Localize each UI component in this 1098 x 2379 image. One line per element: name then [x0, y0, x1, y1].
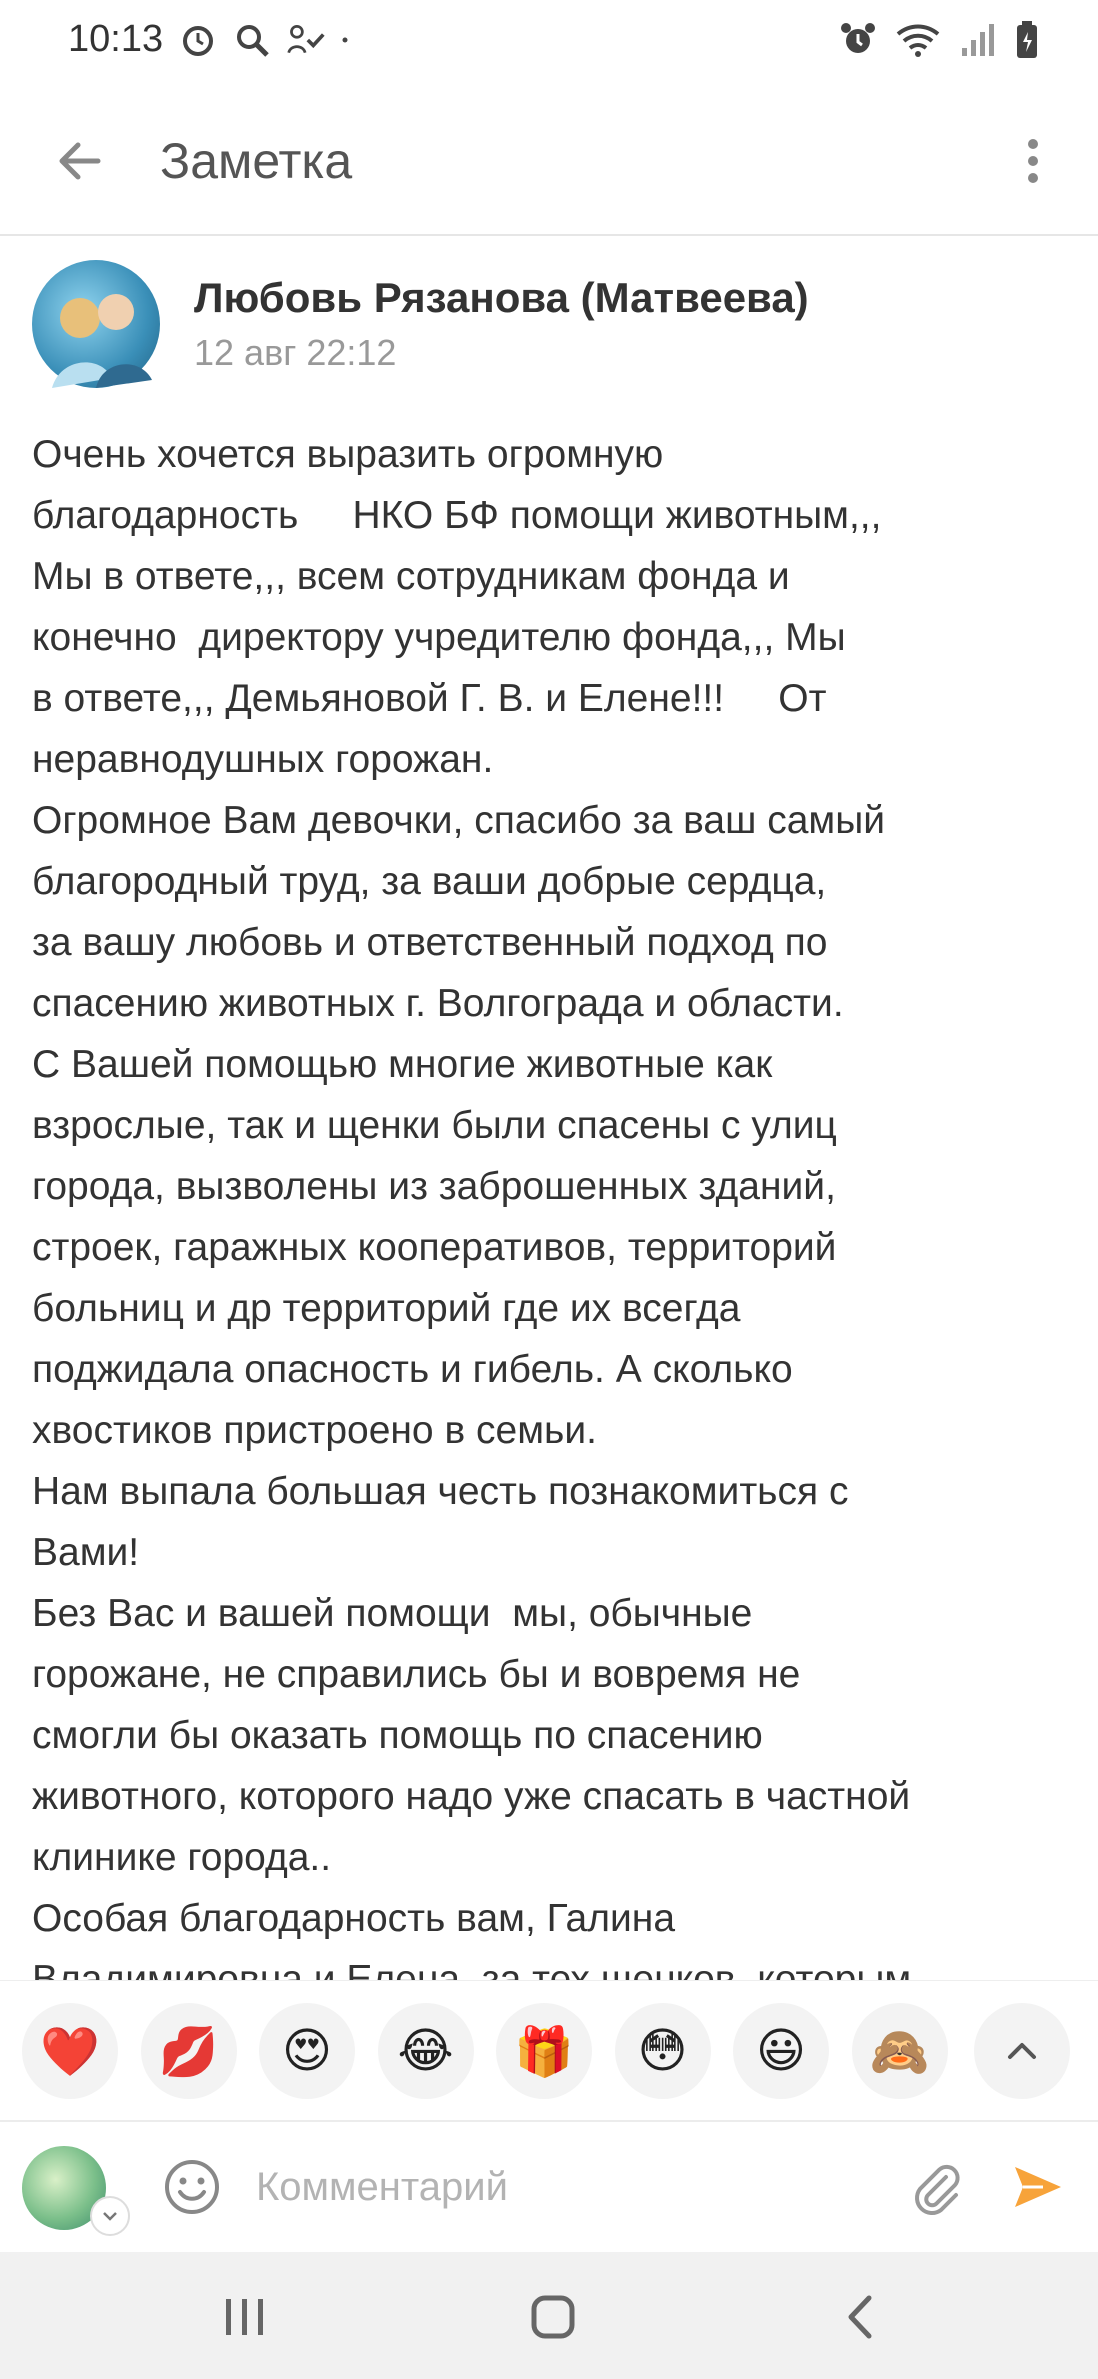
search-icon	[232, 20, 272, 60]
emoji-button[interactable]	[160, 2155, 224, 2219]
reactions-bar	[0, 1980, 1098, 2120]
signal-icon	[958, 20, 998, 60]
more-vertical-icon	[1023, 136, 1043, 186]
note-text-line: Вами!	[32, 1531, 140, 1574]
heart-icon: ❤️	[40, 2025, 100, 2079]
nav-back-button[interactable]	[816, 2282, 906, 2352]
reaction-see-no-evil-monkey-button[interactable]	[852, 2003, 948, 2099]
reaction-kiss-button[interactable]	[141, 2003, 237, 2099]
see-no-evil-monkey-icon: 🙈	[869, 2025, 930, 2079]
back-button[interactable]	[44, 126, 114, 196]
alarm-clock-icon	[178, 20, 218, 60]
reaction-laugh-button[interactable]	[378, 2003, 474, 2099]
comment-input[interactable]	[256, 2152, 876, 2222]
note-author	[32, 260, 1072, 390]
status-left-icons	[178, 20, 360, 60]
recent-apps-icon	[220, 2295, 270, 2339]
app-bar	[0, 86, 1098, 236]
expand-reactions-button[interactable]	[974, 2003, 1070, 2099]
more-options-button[interactable]	[998, 126, 1068, 196]
smile-icon	[162, 2157, 222, 2217]
account-switch-button[interactable]	[90, 2196, 130, 2236]
note-text-line: животного, которого надо уже спасать в частной	[32, 1775, 911, 1818]
home-button[interactable]	[508, 2282, 598, 2352]
note-text-line: благородный труд, за ваши добрые сердца,	[32, 860, 827, 903]
note-text-line: Очень хочется выразить огромную	[32, 433, 664, 476]
reaction-gift-button[interactable]	[496, 2003, 592, 2099]
smile-icon: 😃	[755, 2025, 807, 2078]
status-time: 10:13	[68, 18, 164, 60]
note-text-line: в ответе,,, Демьяновой Г. В. и Елене!!! От	[32, 677, 827, 720]
note-text-line: Без Вас и вашей помощи мы, обычные	[32, 1592, 753, 1635]
reaction-flushed-button[interactable]	[615, 2003, 711, 2099]
system-nav-bar	[0, 2252, 1098, 2379]
note-text-line: горожане, не справились бы и вовремя не	[32, 1653, 801, 1696]
note-text-line: больниц и др территорий где их всегда	[32, 1287, 741, 1330]
note-text-line: конечно директору учредителю фонда,,, Мы	[32, 616, 846, 659]
note-text-line: благодарность НКО БФ помощи животным,,,	[32, 494, 882, 537]
flushed-icon: 😳	[637, 2025, 688, 2078]
recent-apps-button[interactable]	[200, 2282, 290, 2352]
chevron-left-icon	[841, 2292, 881, 2342]
dot-icon	[340, 20, 360, 60]
person-check-icon	[286, 20, 326, 60]
avatar[interactable]	[32, 260, 160, 388]
arrow-left-icon	[54, 136, 104, 186]
home-icon	[528, 2292, 578, 2342]
attach-button[interactable]	[906, 2157, 966, 2217]
kiss-icon: 💋	[158, 2025, 219, 2079]
gift-icon: 🎁	[514, 2025, 574, 2079]
status-right-icons	[838, 20, 1040, 60]
note-text-line: Нам выпала большая честь познакомиться с	[32, 1470, 849, 1513]
chevron-up-icon	[1002, 2031, 1042, 2071]
note-text-line: хвостиков пристроено в семьи.	[32, 1409, 597, 1452]
note-text-line: смогли бы оказать помощь по спасению	[32, 1714, 763, 1757]
note-body	[32, 424, 1072, 1979]
laugh-icon: 😂	[397, 2025, 454, 2078]
alarm-icon	[838, 20, 878, 60]
post-date: 12 авг 22:12	[194, 332, 397, 373]
note-text-line: С Вашей помощью многие животные как	[32, 1043, 773, 1086]
send-button[interactable]	[1004, 2154, 1070, 2220]
reaction-smile-button[interactable]	[733, 2003, 829, 2099]
battery-icon	[1014, 20, 1040, 60]
status-bar	[0, 0, 1098, 86]
wifi-icon	[894, 20, 942, 60]
note-text-line: Мы в ответе,,, всем сотрудникам фонда и	[32, 555, 790, 598]
note-text-line: взрослые, так и щенки были спасены с улиц	[32, 1104, 837, 1147]
comment-bar	[0, 2120, 1098, 2250]
reaction-heart-button[interactable]	[22, 2003, 118, 2099]
send-icon	[1009, 2159, 1065, 2215]
note-text-line: спасению животных г. Волгограда и области.	[32, 982, 844, 1025]
avatar-photo	[32, 260, 160, 388]
note-text-line: неравнодушных горожан.	[32, 738, 494, 781]
note-text-line: за вашу любовь и ответственный подход по	[32, 921, 828, 964]
note-text-line: города, вызволены из заброшенных зданий,	[32, 1165, 836, 1208]
note-text-line: Огромное Вам девочки, спасибо за ваш самый	[32, 799, 886, 842]
chevron-down-icon	[100, 2206, 120, 2226]
note-text-line: строек, гаражных кооперативов, территорий	[32, 1226, 837, 1269]
reaction-heart-eyes-button[interactable]	[259, 2003, 355, 2099]
heart-eyes-icon: 😍	[281, 2025, 333, 2078]
note-text-line: Особая благодарность вам, Галина	[32, 1897, 676, 1940]
author-name[interactable]: Любовь Рязанова (Матвеева)	[194, 274, 809, 321]
note-text-line: клинике города..	[32, 1836, 332, 1879]
page-title: Заметка	[160, 133, 353, 189]
note-text-line: поджидала опасность и гибель. А сколько	[32, 1348, 793, 1391]
paperclip-icon	[908, 2159, 964, 2215]
